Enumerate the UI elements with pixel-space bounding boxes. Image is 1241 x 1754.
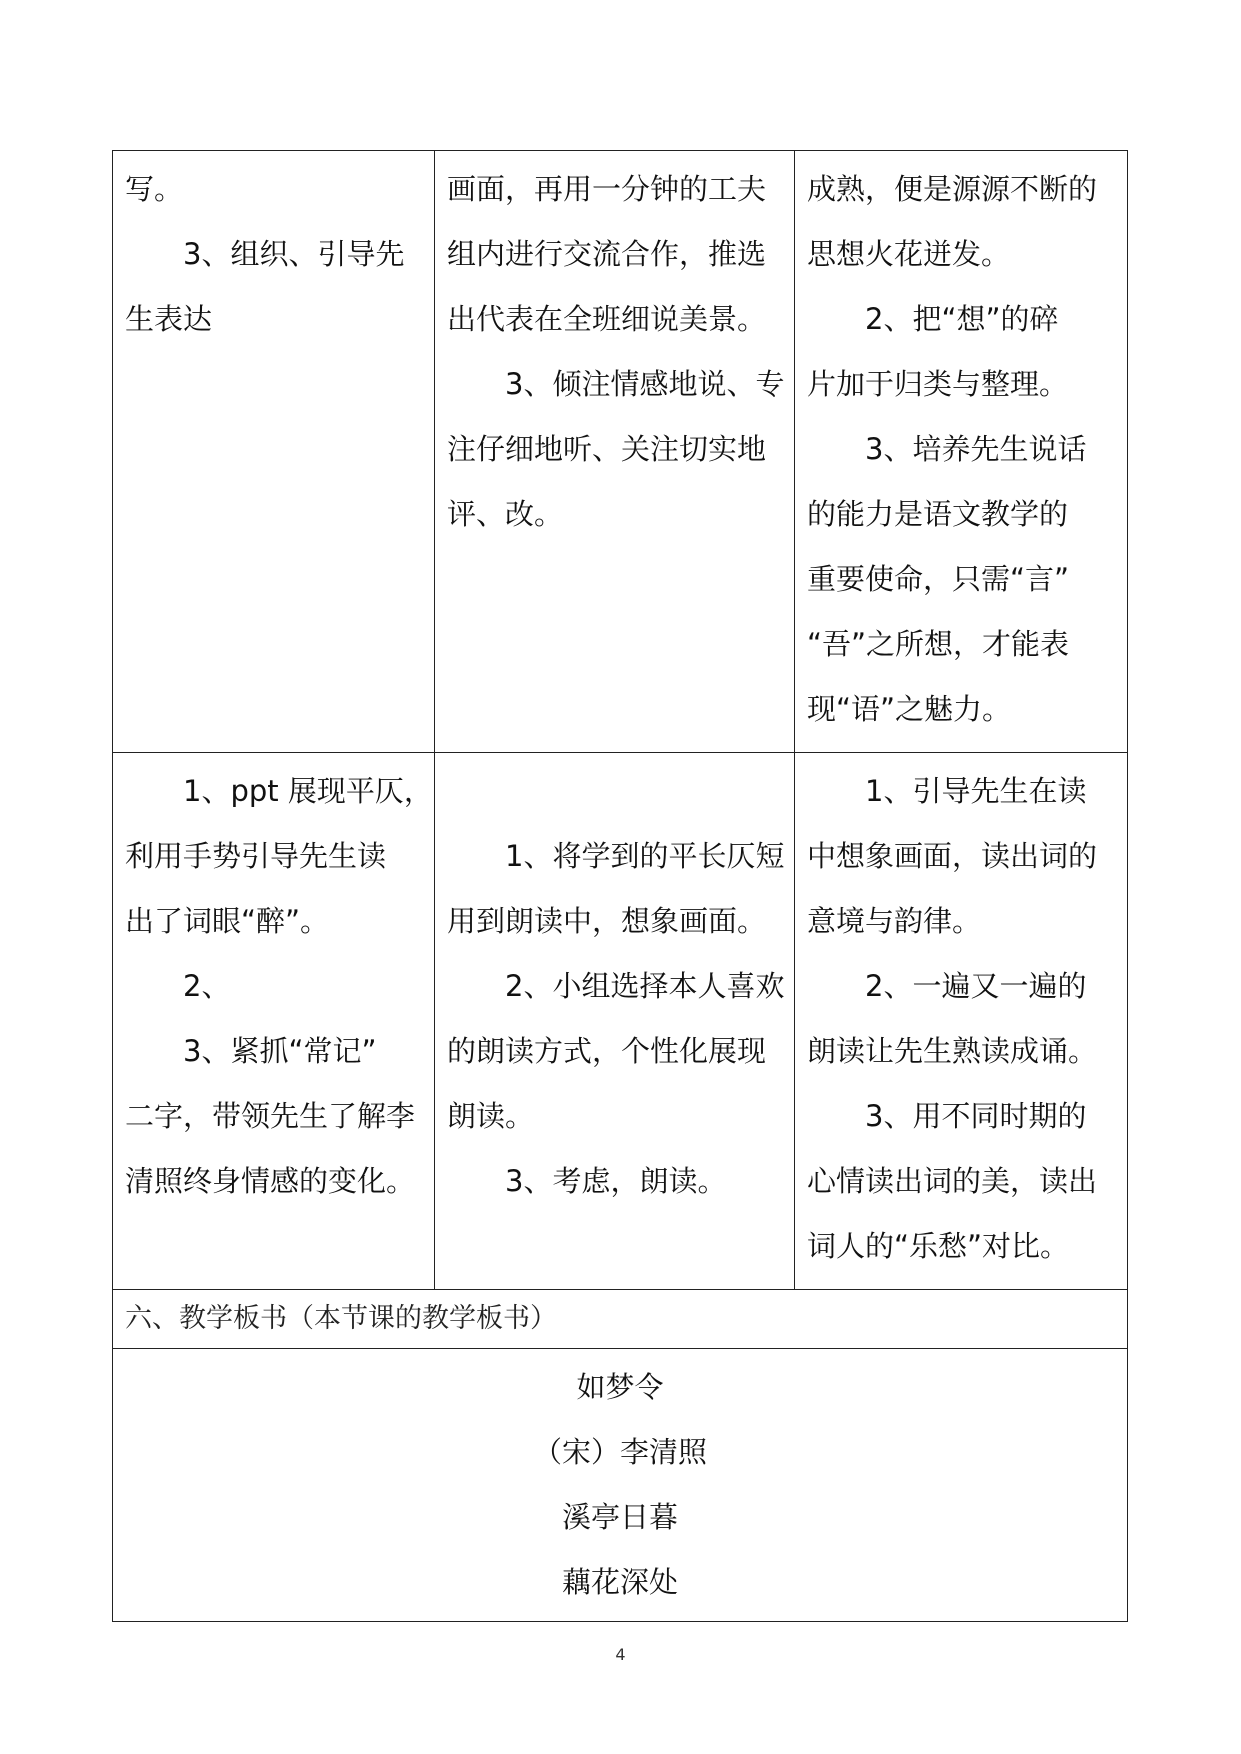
cell-line: 朗读。 [447, 1099, 535, 1133]
section-heading-row [113, 1290, 1128, 1349]
cell-line: 组内进行交流合作，推选 [447, 237, 767, 271]
cell-line: 2、把“想”的碎 [865, 302, 1059, 336]
cell-line: 写。 [125, 172, 184, 206]
student-activity-cell [435, 151, 795, 753]
cell-line: 注仔细地听、关注切实地 [447, 432, 767, 466]
teacher-activity-cell [113, 753, 435, 1290]
cell-line: 中想象画面，读出词的 [807, 839, 1098, 873]
cell-line: 二字，带领先生了解李 [125, 1099, 416, 1133]
cell-line: 的朗读方式，个性化展现 [447, 1034, 767, 1068]
cell-line: 清照终身情感的变化。 [125, 1164, 416, 1198]
cell-line: 1、引导先生在读 [865, 774, 1087, 808]
cell-line: 3、倾注情感地说、专 [505, 367, 785, 401]
board-line: 溪亭日暮 [561, 1500, 678, 1534]
teacher-activity-cell [113, 151, 435, 753]
section-heading: 六、教学板书（本节课的教学板书） [113, 1290, 1128, 1349]
design-intent-cell [795, 753, 1128, 1290]
cell-line: 3、紧抓“常记” [183, 1034, 377, 1068]
cell-line: 2、小组选择本人喜欢 [505, 969, 785, 1003]
cell-line: 心情读出词的美，读出 [807, 1164, 1098, 1198]
student-activity-cell [435, 753, 795, 1290]
cell-line: 3、考虑，朗读。 [505, 1164, 727, 1198]
cell-line: 重要使命，只需“言” [807, 562, 1070, 596]
cell-line: 2、一遍又一遍的 [865, 969, 1087, 1003]
cell-line: 用到朗读中，想象画面。 [447, 904, 767, 938]
cell-line: 片加于归类与整理。 [807, 367, 1069, 401]
cell-line: “吾”之所想，才能表 [807, 627, 1070, 661]
cell-line: 3、用不同时期的 [865, 1099, 1087, 1133]
cell-line: 的能力是语文教学的 [807, 497, 1069, 531]
cell-line: 思想火花迸发。 [807, 237, 1011, 271]
cell-line: 出代表在全班细说美景。 [447, 302, 767, 336]
cell-line: 1、将学到的平长仄短 [505, 839, 785, 873]
cell-line: 意境与韵律。 [807, 904, 982, 938]
cell-line: 2、 [183, 969, 231, 1003]
design-intent-cell [795, 151, 1128, 753]
cell-line: 1、ppt 展现平仄， [183, 774, 433, 808]
table-row [113, 753, 1128, 1290]
cell-line: 生表达 [125, 302, 213, 336]
cell-line: 利用手势引导先生读 [125, 839, 387, 873]
blackboard-writing [113, 1349, 1128, 1622]
cell-line: 评、改。 [447, 497, 564, 531]
cell-line: 成熟，便是源源不断的 [807, 172, 1098, 206]
cell-line: 出了词眼“醉”。 [125, 904, 330, 938]
cell-line: 词人的“乐愁”对比。 [807, 1229, 1070, 1263]
table-row [113, 151, 1128, 753]
cell-line: 3、组织、引导先 [183, 237, 405, 271]
board-row [113, 1349, 1128, 1622]
board-line: 藕花深处 [561, 1565, 678, 1599]
board-title: 如梦令 [576, 1370, 664, 1404]
board-author: （宋）李清照 [532, 1435, 707, 1469]
cell-line: 画面，再用一分钟的工夫 [447, 172, 767, 206]
lesson-plan-table [112, 150, 1128, 1622]
cell-line: 3、培养先生说话 [865, 432, 1087, 466]
page-number: 4 [615, 1645, 626, 1664]
cell-line: 朗读让先生熟读成诵。 [807, 1034, 1098, 1068]
cell-line: 现“语”之魅力。 [807, 692, 1012, 726]
